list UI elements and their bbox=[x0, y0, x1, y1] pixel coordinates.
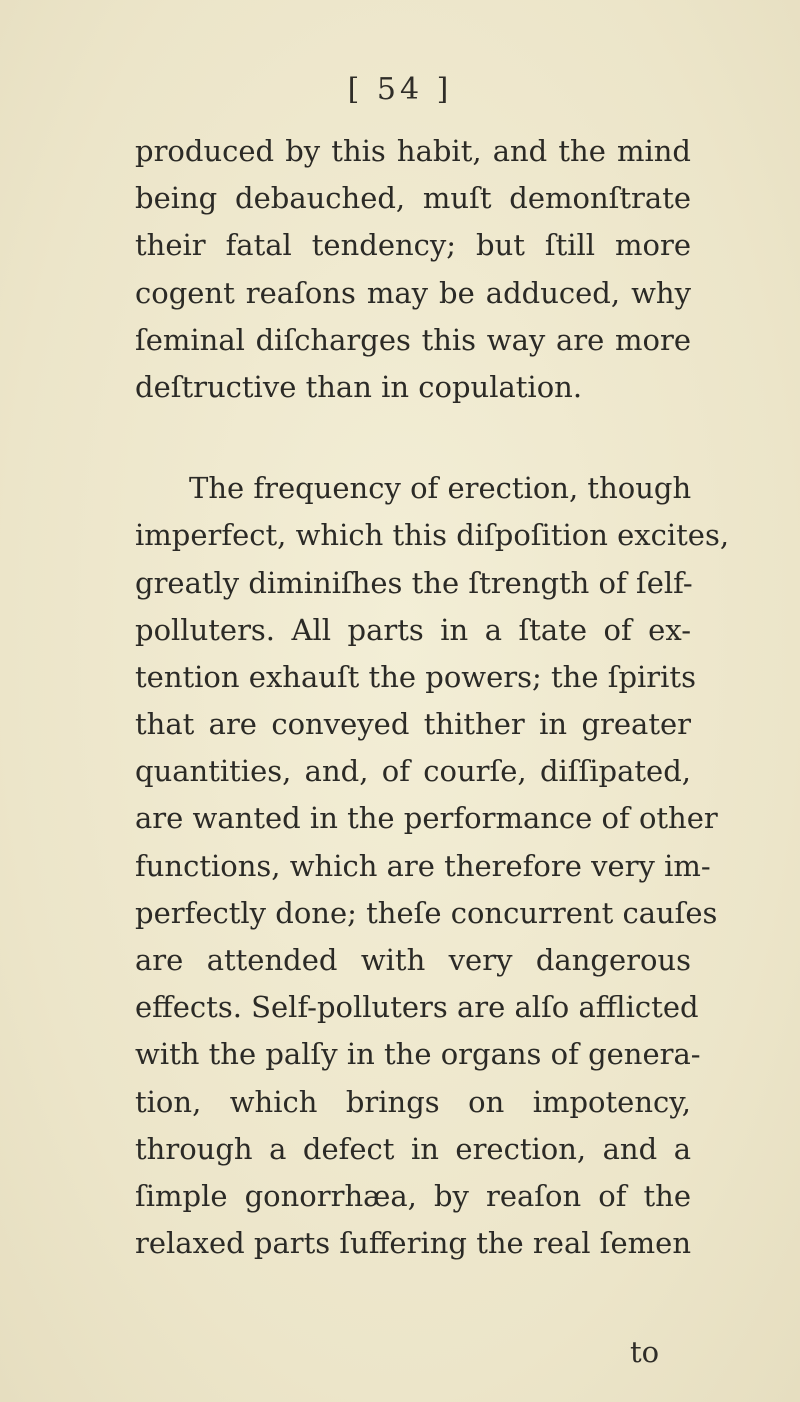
text-line: imperfect, which this diſpoſition excites, bbox=[135, 518, 730, 553]
text-line: functions, which are therefore very im- bbox=[135, 848, 711, 883]
text-line: effects. Self-polluters are alſo afflicted bbox=[135, 990, 699, 1025]
text-line: with the palſy in the organs of genera- bbox=[135, 1037, 701, 1072]
paragraph-2 bbox=[135, 465, 730, 1267]
text-line: are attended with very dangerous bbox=[135, 943, 691, 977]
text-line: relaxed parts ſuffering the real ſemen bbox=[135, 1226, 691, 1261]
text-line: produced by this habit, and the mind bbox=[135, 134, 691, 168]
text-line: ſeminal diſcharges this way are more bbox=[135, 322, 691, 357]
catchword: to bbox=[630, 1335, 660, 1369]
text-line: The frequency of erection, though bbox=[189, 471, 692, 506]
text-line: greatly diminiſhes the ſtrength of ſelf- bbox=[135, 565, 693, 600]
page-number: [ 54 ] bbox=[347, 72, 453, 107]
text-line: tention exhauſt the powers; the ſpirits bbox=[135, 659, 696, 694]
text-line: deſtructive than in copulation. bbox=[135, 369, 583, 404]
text-line: quantities, and, of courſe, diſſipated, bbox=[135, 754, 691, 789]
text-line: that are conveyed thither in greater bbox=[135, 707, 691, 742]
text-line: are wanted in the performance of other bbox=[135, 801, 718, 836]
text-line: tion, which brings on impotency, bbox=[135, 1084, 691, 1119]
text-line: being debauched, muſt demonſtrate bbox=[135, 181, 691, 216]
body-text bbox=[135, 128, 730, 1267]
paragraph-1 bbox=[135, 128, 691, 411]
text-line: their fatal tendency; but ſtill more bbox=[135, 228, 691, 263]
text-line: through a defect in erection, and a bbox=[135, 1131, 691, 1166]
text-line: cogent reaſons may be adduced, why bbox=[135, 275, 691, 310]
text-line: perfectly done; theſe concurrent cauſes bbox=[135, 895, 718, 930]
text-line: ſimple gonorrhæa, by reaſon of the bbox=[135, 1178, 691, 1213]
text-line: polluters. All parts in a ſtate of ex- bbox=[135, 612, 691, 647]
